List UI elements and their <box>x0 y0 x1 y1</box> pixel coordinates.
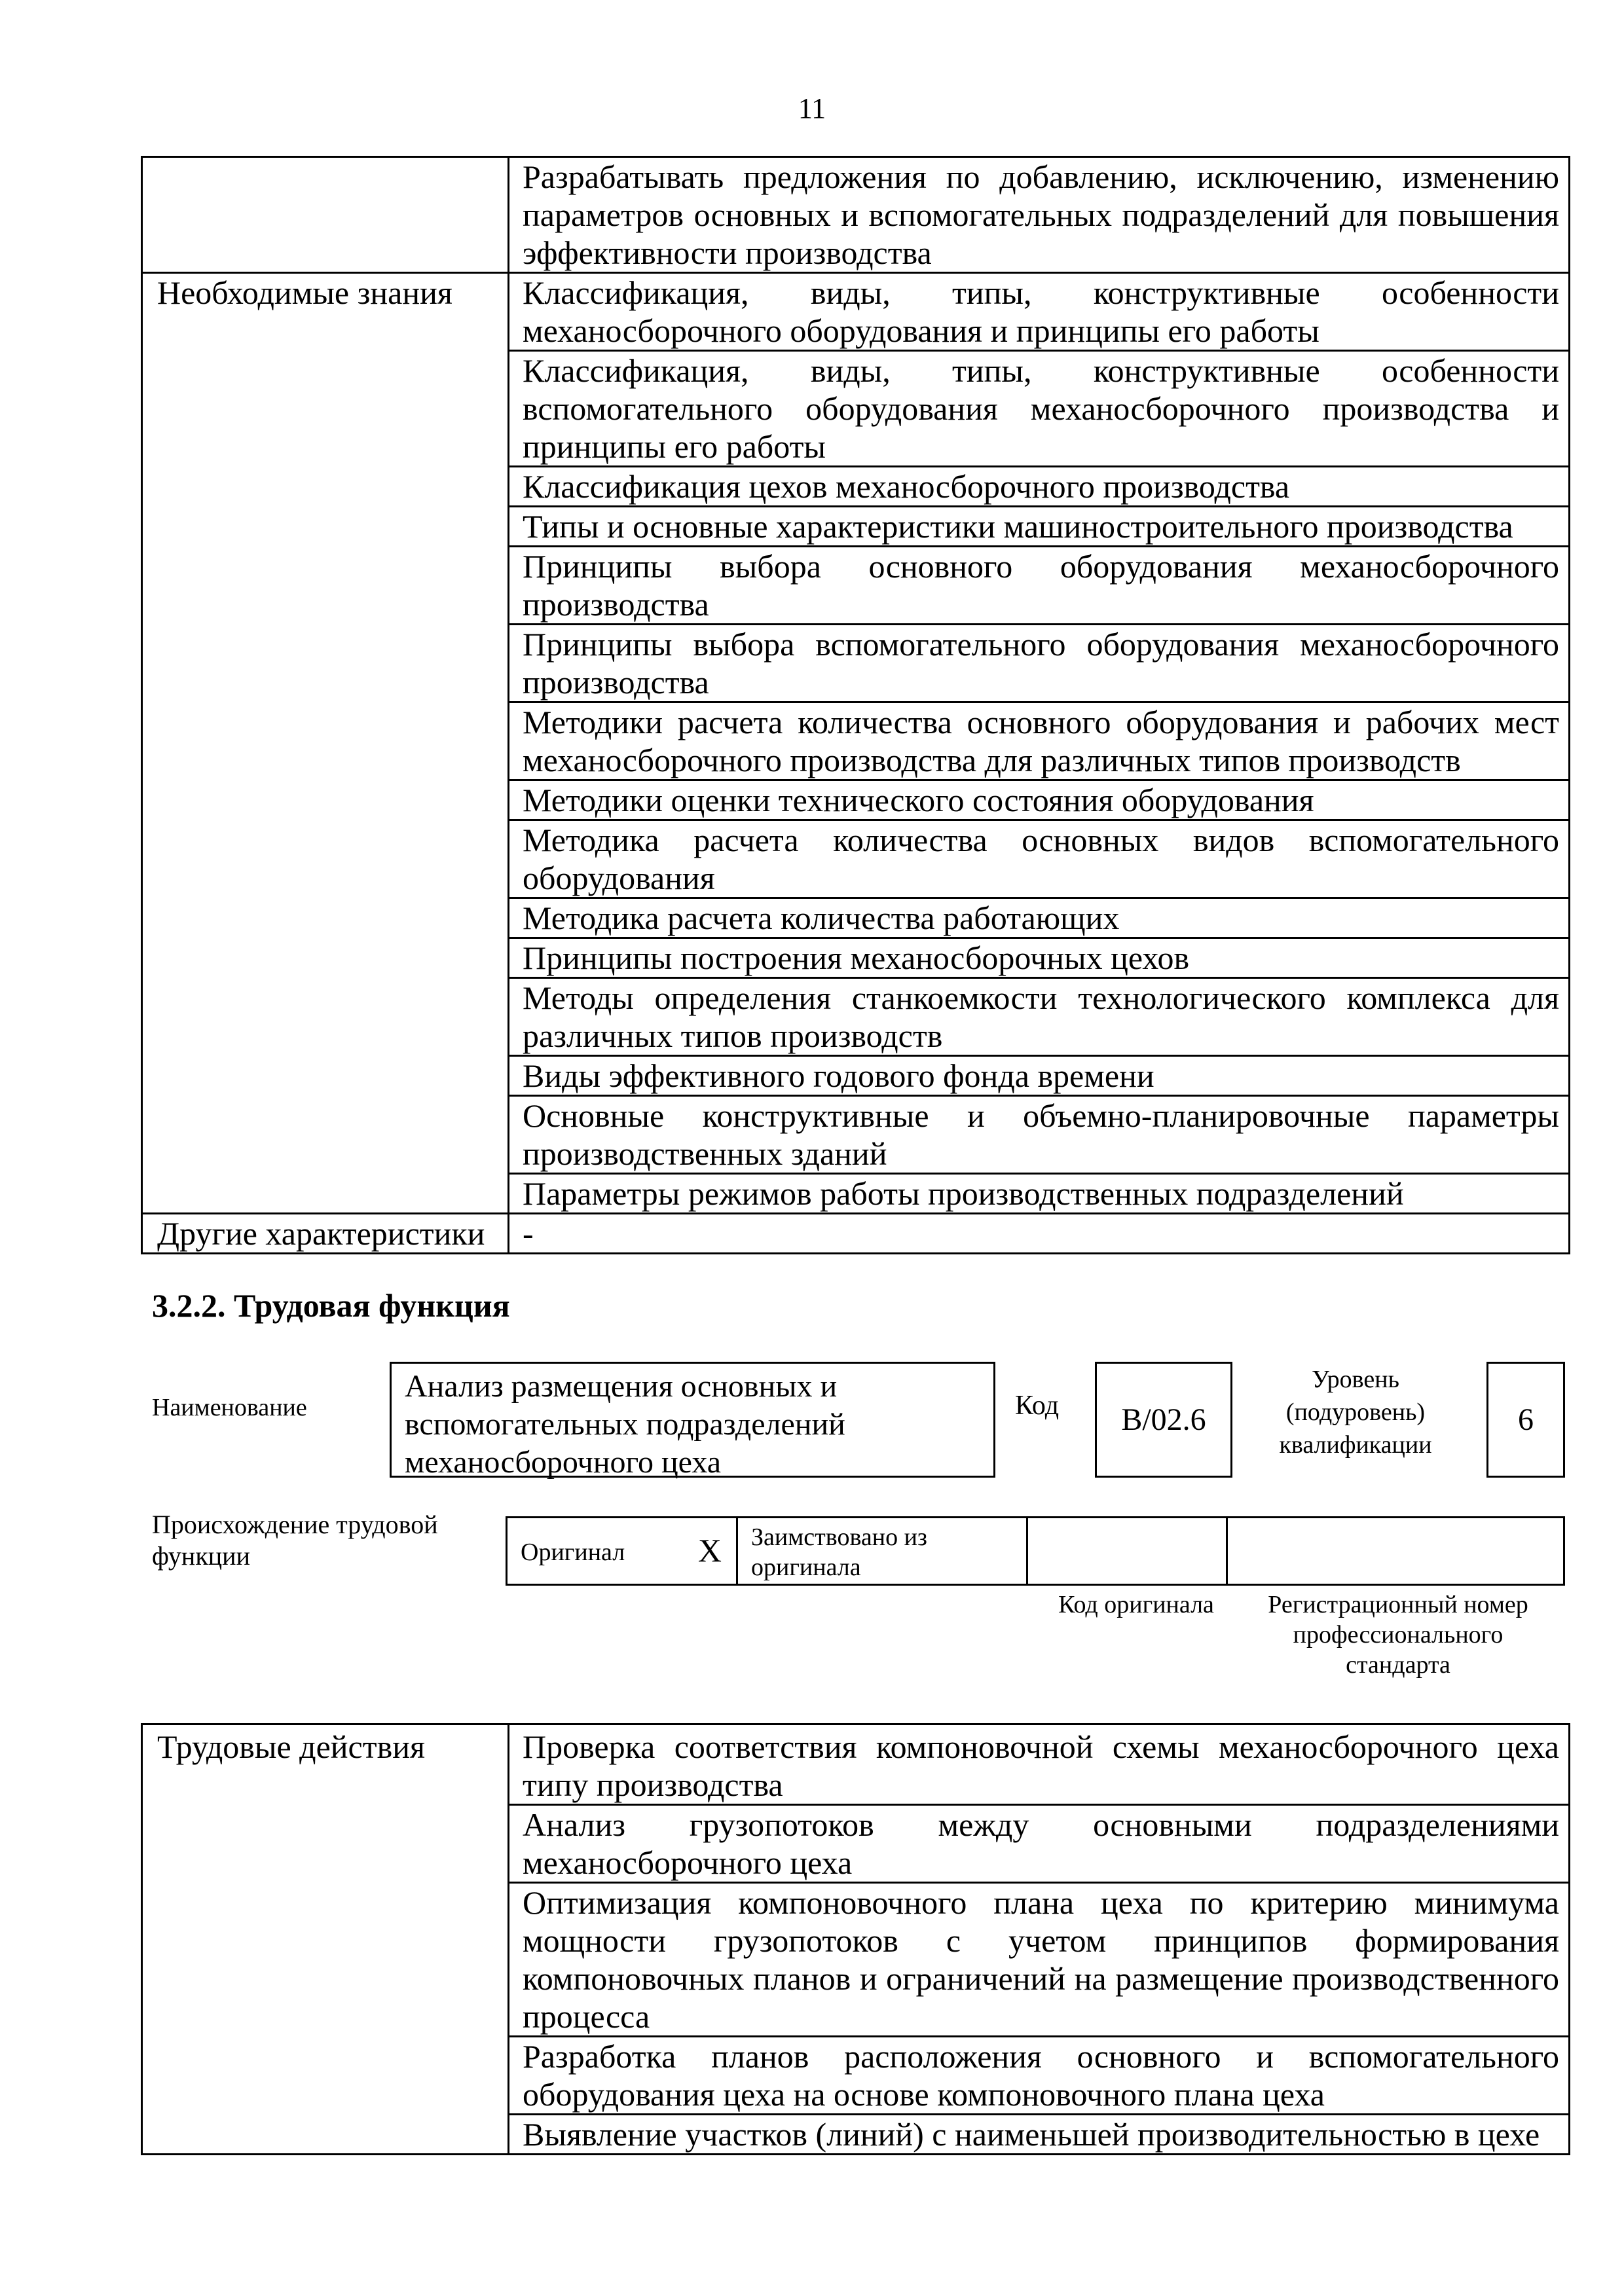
row-item: Классификация, виды, типы, конструктивные особенности вспомогательного оборудования механосборочного производства и принципы его работы <box>509 351 1570 467</box>
row-label: Необходимые знания <box>142 273 509 1214</box>
row-item: Параметры режимов работы производственных подразделений <box>509 1174 1570 1214</box>
origin-code-cell <box>1028 1518 1228 1584</box>
borrowed-label <box>751 1522 927 1582</box>
level-label-line: (подуровень) <box>1285 1398 1426 1426</box>
row-item: Принципы выбора основного оборудования механосборочного производства <box>509 547 1570 625</box>
row-item: Классификация, виды, типы, конструктивные особенности механосборочного оборудования и принципы его работы <box>509 273 1570 351</box>
origin-label <box>152 1509 438 1572</box>
row-item: Методика расчета количества основных видов вспомогательного оборудования <box>509 820 1570 898</box>
labor-actions-table <box>141 1723 1570 2155</box>
reg-caption-line: Регистрационный номер <box>1268 1591 1528 1618</box>
row-item: Методика расчета количества работающих <box>509 898 1570 938</box>
row-item: Проверка соответствия компоновочной схемы механосборочного цеха типу производства <box>509 1724 1570 1805</box>
origin-reg-cell <box>1228 1518 1563 1584</box>
section-heading: 3.2.2. Трудовая функция <box>152 1287 510 1324</box>
reg-caption-line: стандарта <box>1346 1651 1450 1679</box>
row-item: Виды эффективного годового фонда времени <box>509 1056 1570 1096</box>
borrowed-label-line: Заимствовано из <box>751 1523 927 1551</box>
origin-borrowed-cell <box>738 1518 1028 1584</box>
name-label: Наименование <box>152 1394 307 1421</box>
table-row <box>142 273 1570 351</box>
row-label: Другие характеристики <box>142 1214 509 1254</box>
row-label <box>142 157 509 273</box>
table-row <box>142 1214 1570 1254</box>
function-name-box: Анализ размещения основных и вспомогательных подразделений механосборочного цеха <box>390 1362 995 1478</box>
qualification-level-box: 6 <box>1486 1362 1565 1478</box>
knowledge-table <box>141 156 1570 1254</box>
page-number: 11 <box>798 92 826 124</box>
original-label: Оригинал <box>521 1539 625 1566</box>
level-label <box>1241 1363 1470 1461</box>
row-item: Оптимизация компоновочного плана цеха по критерию минимума мощности грузопотоков с учетом принципов формирования компоновочных планов и ограничений на размещение производственного процесса <box>509 1883 1570 2037</box>
table-row <box>142 1724 1570 1805</box>
origin-row <box>506 1516 1565 1586</box>
row-item: Типы и основные характеристики машиностроительного производства <box>509 507 1570 547</box>
borrowed-label-line: оригинала <box>751 1554 861 1581</box>
row-item: Выявление участков (линий) с наименьшей производительностью в цехе <box>509 2115 1570 2155</box>
row-item: Разработка планов расположения основного и вспомогательного оборудования цеха на основе компоновочного плана цеха <box>509 2037 1570 2115</box>
code-label: Код <box>1015 1391 1060 1421</box>
function-code-box: B/02.6 <box>1095 1362 1232 1478</box>
origin-label-line: функции <box>152 1541 250 1571</box>
origin-original-cell <box>507 1518 738 1584</box>
row-item: Классификация цехов механосборочного производства <box>509 467 1570 507</box>
reg-number-caption <box>1231 1590 1565 1680</box>
level-label-line: квалификации <box>1279 1431 1432 1459</box>
row-item: Основные конструктивные и объемно-планировочные параметры производственных зданий <box>509 1096 1570 1174</box>
row-item: Анализ грузопотоков между основными подразделениями механосборочного цеха <box>509 1805 1570 1883</box>
row-item: Принципы построения механосборочных цехов <box>509 938 1570 978</box>
row-item: Методы определения станкоемкости технологического комплекса для различных типов производств <box>509 978 1570 1056</box>
row-item: - <box>509 1214 1570 1254</box>
row-item: Методики расчета количества основного оборудования и рабочих мест механосборочного производства для различных типов производств <box>509 702 1570 780</box>
row-label: Трудовые действия <box>142 1724 509 2155</box>
original-mark: X <box>697 1532 722 1569</box>
row-item: Принципы выбора вспомогательного оборудования механосборочного производства <box>509 625 1570 702</box>
origin-label-line: Происхождение трудовой <box>152 1510 438 1539</box>
table-row <box>142 157 1570 273</box>
row-item: Методики оценки технического состояния оборудования <box>509 780 1570 820</box>
row-item: Разрабатывать предложения по добавлению, исключению, изменению параметров основных и вспомогательных подразделений для повышения эффективности производства <box>509 157 1570 273</box>
code-original-caption: Код оригинала <box>1058 1591 1214 1618</box>
reg-caption-line: профессионального <box>1293 1621 1504 1649</box>
level-label-line: Уровень <box>1312 1366 1399 1393</box>
